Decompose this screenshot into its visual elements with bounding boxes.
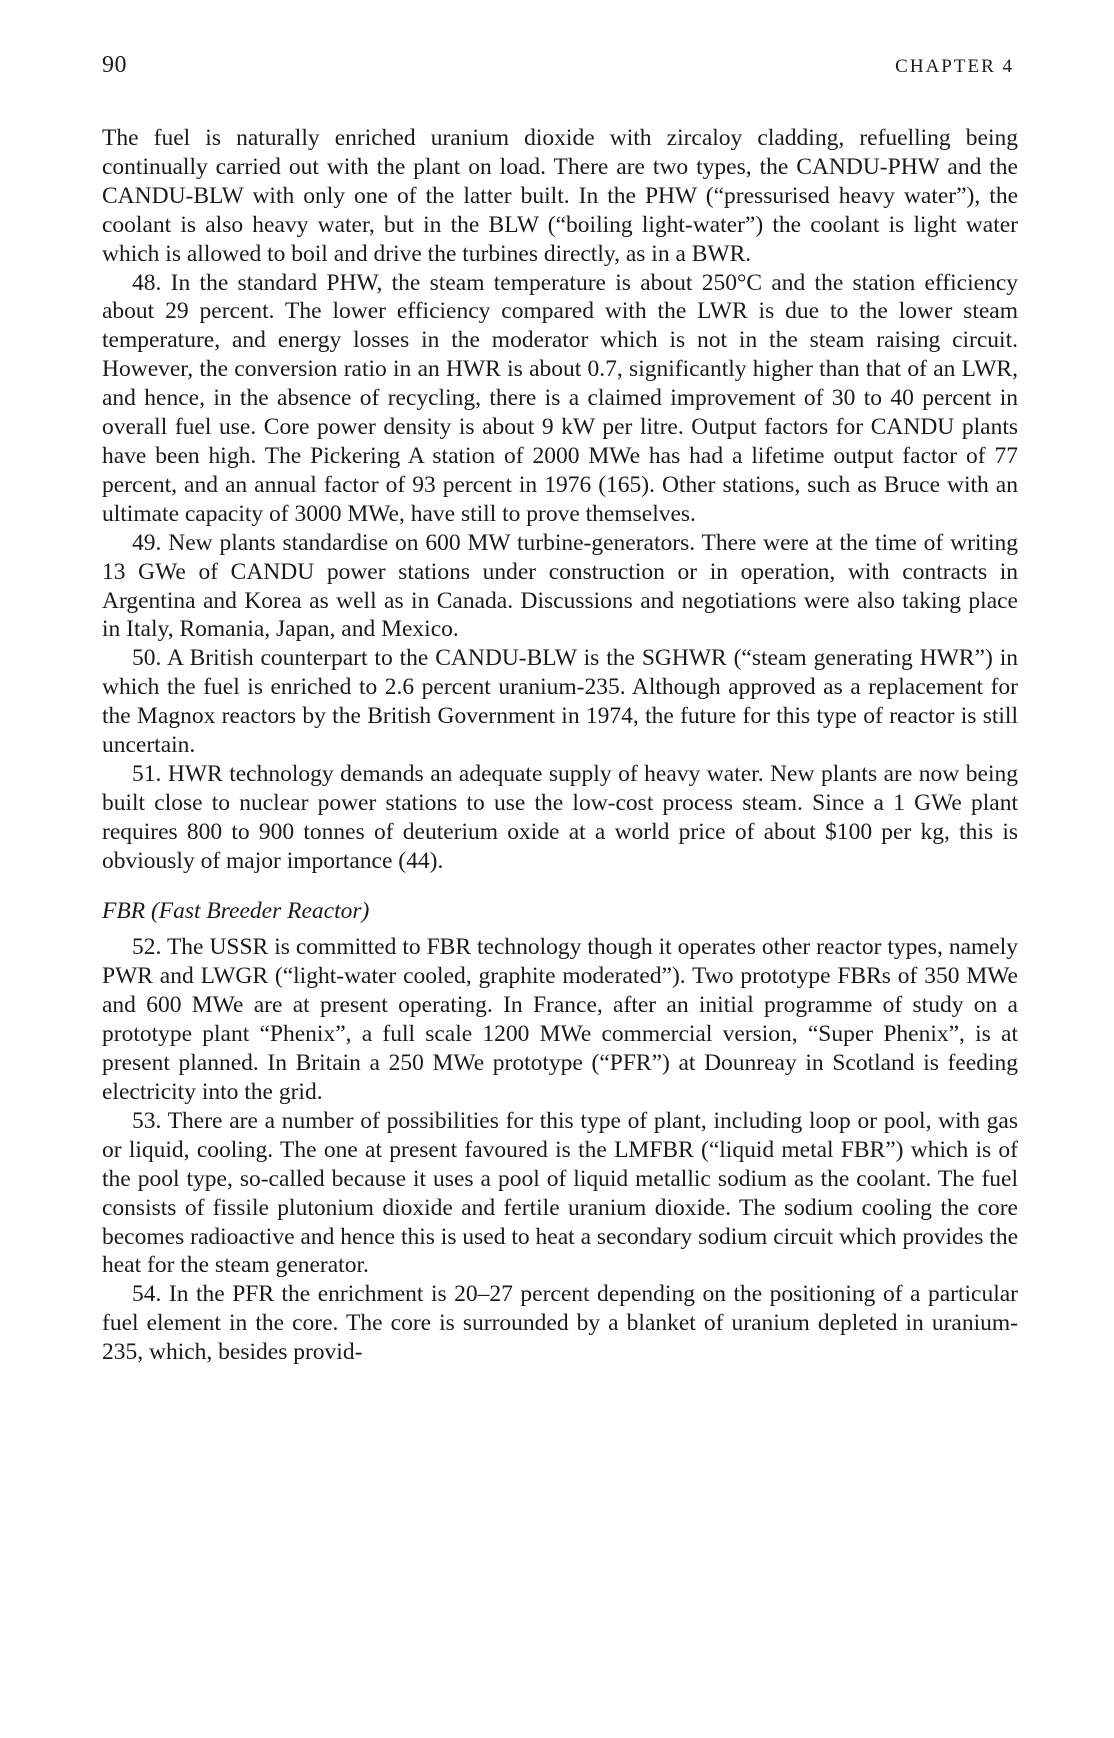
running-head: CHAPTER 4	[895, 56, 1014, 77]
page-header	[102, 0, 1018, 100]
paragraph-continuation	[102, 124, 1018, 269]
paragraph-text: In the PFR the enrichment is 20–27 percent depending on the positioning of a particular fuel element in the core. The core is surrounded by a blanket of uranium depleted in uranium-235, which, besides provid-	[102, 1281, 1019, 1366]
paragraph-text: A British counterpart to the CANDU-BLW is the SGHWR (“steam generating HWR”) in which the fuel is enriched to 2.6 percent uranium-235. Although approved as a replacement for the Magnox reactors by the British Government in 1974, the future for this type of reactor is still uncertain.	[102, 645, 1018, 759]
section-heading	[102, 897, 1018, 926]
section-heading-abbrev: FBR	[102, 897, 146, 924]
paragraph-48	[102, 269, 1018, 529]
section-heading-full: (Fast Breeder Reactor)	[150, 897, 370, 924]
paragraph-number: 52.	[132, 934, 162, 961]
paragraph-text: There are a number of possibilities for this type of plant, including loop or pool, with gas or liquid, cooling. The one at present favoured is the LMFBR (“liquid metal FBR”) which is of the pool type, so-called because it uses a pool of liquid metallic sodium as the coolant. The fuel consists of fissile plutonium dioxide and fertile uranium dioxide. The sodium cooling the core becomes radioactive and hence this is used to heat a secondary sodium circuit which provides the heat for the steam generator.	[102, 1107, 1018, 1279]
paragraph-number: 53.	[132, 1107, 162, 1134]
paragraph-54	[102, 1280, 1018, 1367]
paragraph-50	[102, 644, 1018, 760]
paragraph-number: 50.	[132, 645, 162, 672]
paragraph-53	[102, 1107, 1018, 1280]
paragraph-number: 54.	[132, 1281, 162, 1308]
paragraph-number: 51.	[132, 760, 162, 787]
paragraph-text: The fuel is naturally enriched uranium dioxide with zircaloy cladding, refuelling being continually carried out with the plant on load. There are two types, the CANDU-PHW and the CANDU-BLW with only one of the latter built. In the PHW (“pressurised heavy water”), the coolant is also heavy water, but in the BLW (“boiling light-water”) the coolant is light water which is allowed to boil and drive the turbines directly, as in a BWR.	[102, 125, 1018, 267]
paragraph-text: In the standard PHW, the steam temperature is about 250°C and the station efficiency about 29 percent. The lower efficiency compared with the LWR is due to the lower steam temperature, and energy losses in the moderator which is not in the steam raising circuit. However, the conversion ratio in an HWR is about 0.7, significantly higher than that of an LWR, and hence, in the absence of recycling, there is a claimed improvement of 30 to 40 percent in overall fuel use. Core power density is about 9 kW per litre. Output factors for CANDU plants have been high. The Pickering A station of 2000 MWe has had a lifetime output factor of 77 percent, and an annual factor of 93 percent in 1976 (165). Other stations, such as Bruce with an ultimate capacity of 3000 MWe, have still to prove themselves.	[102, 269, 1018, 527]
paragraph-text: The USSR is committed to FBR technology though it operates other reactor types, namely PWR and LWGR (“light-water cooled, graphite moderated”). Two prototype FBRs of 350 MWe and 600 MWe are at present operating. In France, after an initial programme of study on a prototype plant “Phenix”, a full scale 1200 MWe commercial version, “Super Phenix”, is at present planned. In Britain a 250 MWe prototype (“PFR”) at Dounreay in Scotland is feeding electricity into the grid.	[102, 934, 1019, 1105]
document-page	[102, 0, 1019, 1366]
paragraph-text: New plants standardise on 600 MW turbine-generators. There were at the time of writing 13 GWe of CANDU power stations under construction or in operation, with contracts in Argentina and Korea as well as in Canada. Discussions and negotiations were also taking place in Italy, Romania, Japan, and Mexico.	[102, 529, 1018, 643]
paragraph-49	[102, 529, 1018, 645]
page-number: 90	[102, 52, 127, 78]
paragraph-number: 49.	[132, 529, 162, 556]
paragraph-text: HWR technology demands an adequate supply of heavy water. New plants are now being built close to nuclear power stations to use the low-cost process steam. Since a 1 GWe plant requires 800 to 900 tonnes of deuterium oxide at a world price of about $100 per kg, this is obviously of major importance (44).	[102, 760, 1018, 874]
paragraph-number: 48.	[132, 269, 162, 296]
paragraph-51	[102, 760, 1018, 876]
paragraph-52	[102, 933, 1018, 1106]
body-text	[102, 124, 1018, 1367]
